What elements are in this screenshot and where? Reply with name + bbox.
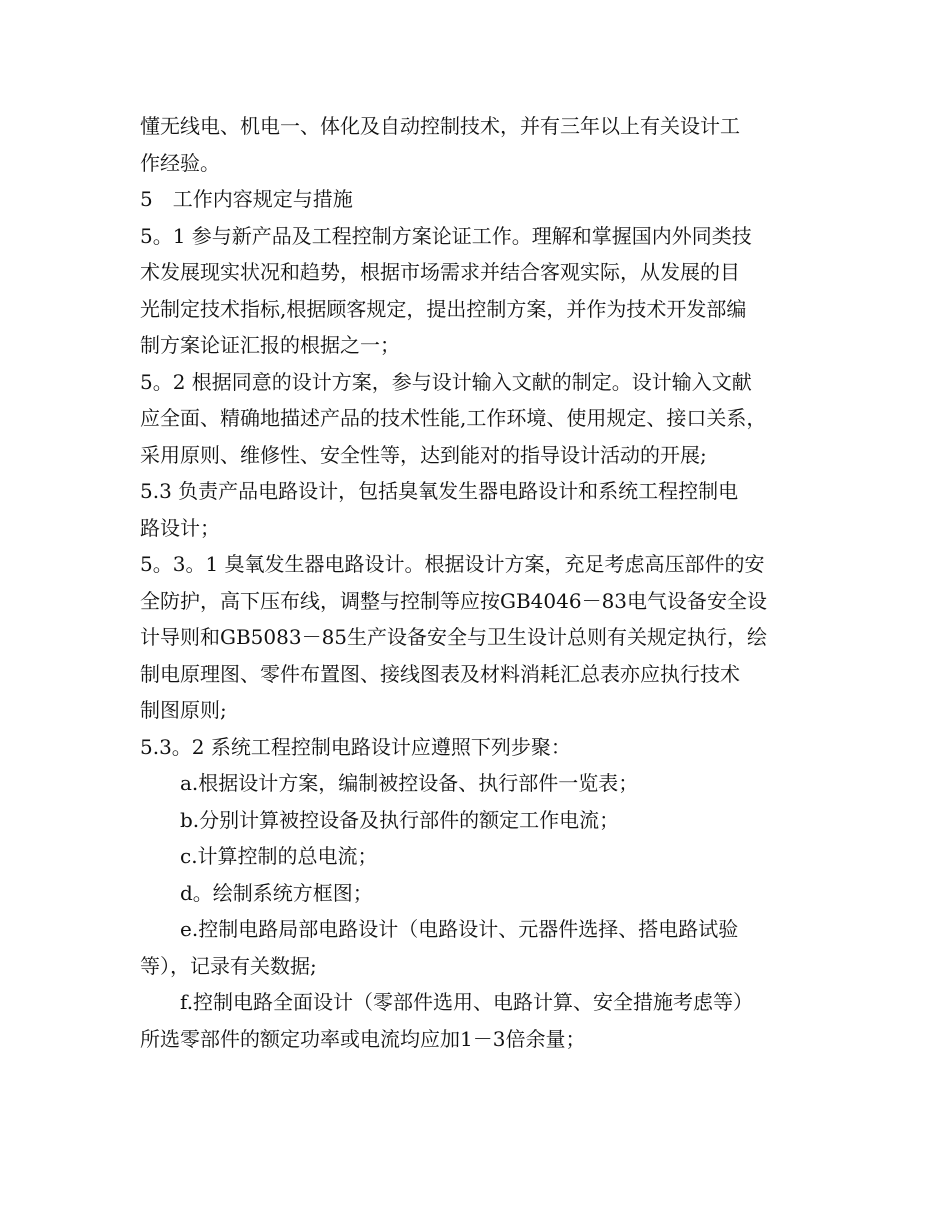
- list-item: e.控制电路局部电路设计（电路设计、元器件选择、搭电路试验: [180, 917, 739, 941]
- list-item: f.控制电路全面设计（零部件选用、电路计算、安全措施考虑等）: [180, 990, 754, 1014]
- text-line: 路设计；: [140, 515, 220, 540]
- text-line: 计导则和GB5083－85生产设备安全与卫生设计总则有关规定执行，绘: [140, 625, 768, 649]
- text-line: 5。3。1 臭氧发生器电路设计。根据设计方案，充足考虑高压部件的安: [140, 552, 765, 576]
- text-line: 懂无线电、机电一、体化及自动控制技术，并有三年以上有关设计工: [140, 114, 740, 138]
- text-line: 制方案论证汇报的根据之一；: [140, 333, 400, 357]
- text-line: 采用原则、维修性、安全性等，达到能对的指导设计活动的开展;: [140, 442, 707, 467]
- text-line: 5。1 参与新产品及工程控制方案论证工作。理解和掌握国内外同类技: [140, 223, 752, 248]
- list-item: d。绘制系统方框图；: [180, 880, 373, 905]
- text-line: 应全面、精确地描述产品的技术性能,工作环境、使用规定、接口关系，: [140, 406, 767, 430]
- text-line: 作经验。: [140, 150, 220, 175]
- text-line: 光制定技术指标,根据顾客规定，提出控制方案，并作为技术开发部编: [140, 296, 747, 321]
- text-line: 术发展现实状况和趋势，根据市场需求并结合客观实际，从发展的目: [140, 260, 740, 284]
- list-item-continuation: 所选零部件的额定功率或电流均应加1－3倍余量；: [140, 1026, 586, 1051]
- list-item: a.根据设计方案，编制被控设备、执行部件一览表；: [180, 771, 639, 795]
- list-item: b.分别计算被控设备及执行部件的额定工作电流；: [180, 807, 620, 832]
- text-line: 制电原理图、零件布置图、接线图表及材料消耗汇总表亦应执行技术: [140, 661, 740, 686]
- list-item-continuation: 等），记录有关数据;: [140, 953, 317, 978]
- text-line: 全防护，高下压布线，调整与控制等应按GB4046－83电气设备安全设: [140, 588, 768, 613]
- section-heading: 5 工作内容规定与措施: [140, 187, 353, 211]
- text-line: 5。2 根据同意的设计方案，参与设计输入文献的制定。设计输入文献: [140, 369, 752, 394]
- list-item: c.计算控制的总电流；: [180, 844, 378, 868]
- text-line: 制图原则;: [140, 698, 227, 722]
- text-line: 5.3。2 系统工程控制电路设计应遵照下列步聚：: [140, 734, 571, 759]
- document-body: [140, 108, 812, 1057]
- text-line: 5.3 负责产品电路设计，包括臭氧发生器电路设计和系统工程控制电: [140, 479, 739, 503]
